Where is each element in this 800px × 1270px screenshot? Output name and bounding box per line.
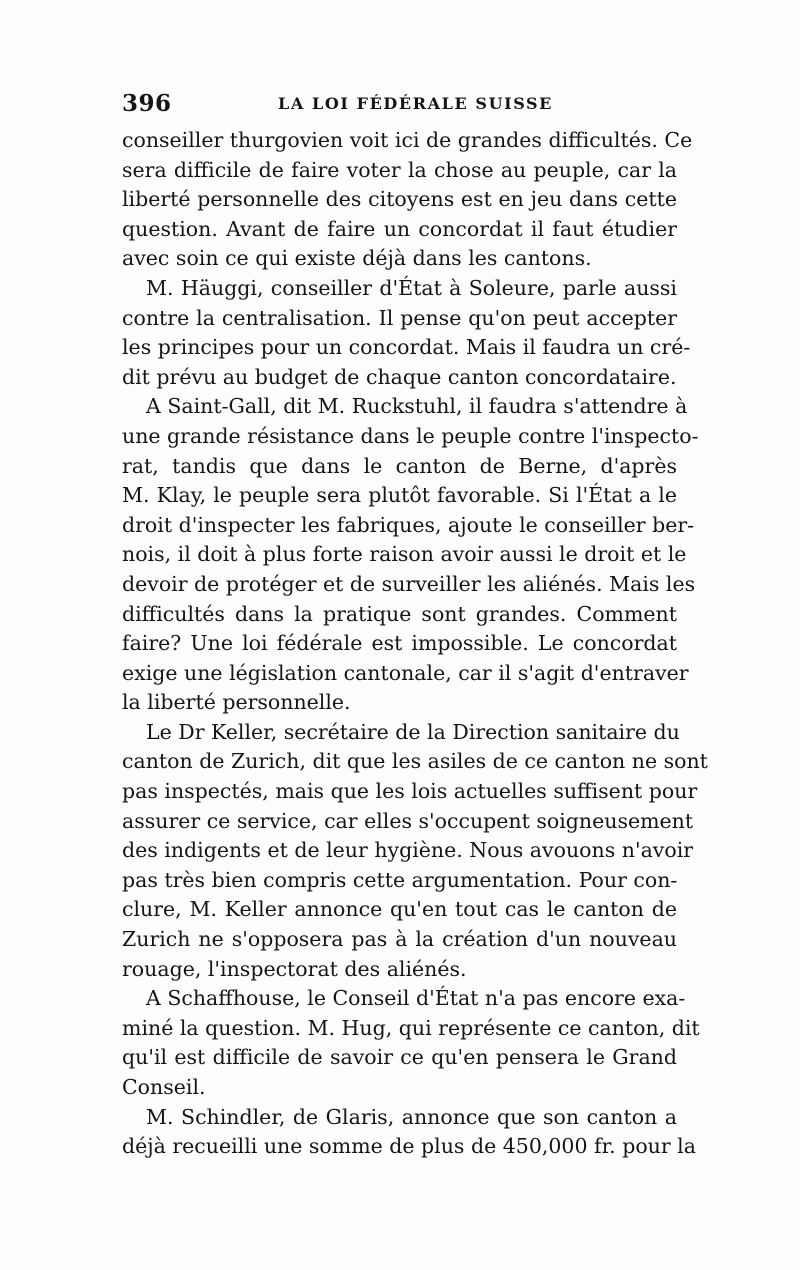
text-line: question. Avant de faire un concordat il faut étudier bbox=[122, 216, 677, 241]
text-line: rat, tandis que dans le canton de Berne, d'après bbox=[122, 453, 677, 478]
text-line: qu'il est difficile de savoir ce qu'en pensera le Grand bbox=[122, 1045, 677, 1070]
text-line: conseiller thurgovien voit ici de grandes difficultés. Ce bbox=[122, 128, 693, 152]
text-line: liberté personnelle des citoyens est en jeu dans cette bbox=[122, 187, 677, 212]
text-line: les principes pour un concordat. Mais il faudra un cré- bbox=[122, 335, 691, 360]
text-line: des indigents et de leur hygiène. Nous avouons n'avoir bbox=[122, 838, 694, 863]
text-line: A Schaffhouse, le Conseil d'État n'a pas encore exa- bbox=[146, 986, 686, 1011]
text-line: une grande résistance dans le peuple contre l'inspecto- bbox=[122, 423, 699, 448]
page-number: 396 bbox=[122, 90, 172, 117]
text-line: nois, il doit à plus forte raison avoir aussi le droit et le bbox=[122, 542, 687, 567]
text-line: faire? Une loi fédérale est impossible. Le concordat bbox=[122, 631, 677, 656]
text-line: A Saint-Gall, dit M. Ruckstuhl, il faudra s'attendre à bbox=[146, 394, 688, 419]
text-line: déjà recueilli une somme de plus de 450,000 fr. pour la bbox=[122, 1134, 696, 1159]
text-line: la liberté personnelle. bbox=[122, 690, 351, 715]
text-line: M. Häuggi, conseiller d'État à Soleure, parle aussi bbox=[146, 275, 677, 300]
text-line: Conseil. bbox=[122, 1075, 206, 1099]
text-line: exige une législation cantonale, car il s'agit d'entraver bbox=[122, 660, 689, 685]
running-head bbox=[122, 90, 677, 120]
text-line: pas inspectés, mais que les lois actuelles suffisent pour bbox=[122, 779, 698, 804]
text-line: M. Schindler, de Glaris, annonce que son canton a bbox=[146, 1104, 677, 1129]
text-line: assurer ce service, car elles s'occupent soigneusement bbox=[122, 808, 694, 833]
text-line: canton de Zurich, dit que les asiles de ce canton ne sont bbox=[122, 749, 708, 774]
text-line: Le Dr Keller, secrétaire de la Direction sanitaire du bbox=[146, 719, 680, 744]
text-line: contre la centralisation. Il pense qu'on peut accepter bbox=[122, 305, 677, 330]
text-line: difficultés dans la pratique sont grandes. Comment bbox=[122, 601, 677, 626]
text-line: pas très bien compris cette argumentation. Pour con- bbox=[122, 867, 678, 892]
body-text bbox=[122, 126, 708, 1162]
running-title: LA LOI FÉDÉRALE SUISSE bbox=[278, 94, 553, 113]
text-line: M. Klay, le peuple sera plutôt favorable. Si l'État a le bbox=[122, 483, 677, 508]
text-line: devoir de protéger et de surveiller les aliénés. Mais les bbox=[122, 571, 696, 596]
text-line: Zurich ne s'opposera pas à la création d'un nouveau bbox=[122, 927, 677, 952]
text-line: droit d'inspecter les fabriques, ajoute le conseiller ber- bbox=[122, 512, 695, 537]
text-line: clure, M. Keller annonce qu'en tout cas le canton de bbox=[122, 897, 677, 922]
text-line: dit prévu au budget de chaque canton concordataire. bbox=[122, 364, 677, 389]
text-line: miné la question. M. Hug, qui représente ce canton, dit bbox=[122, 1015, 700, 1040]
text-line: avec soin ce qui existe déjà dans les cantons. bbox=[122, 246, 592, 271]
text-line: rouage, l'inspectorat des aliénés. bbox=[122, 956, 467, 981]
text-line: sera difficile de faire voter la chose au peuple, car la bbox=[122, 157, 677, 182]
